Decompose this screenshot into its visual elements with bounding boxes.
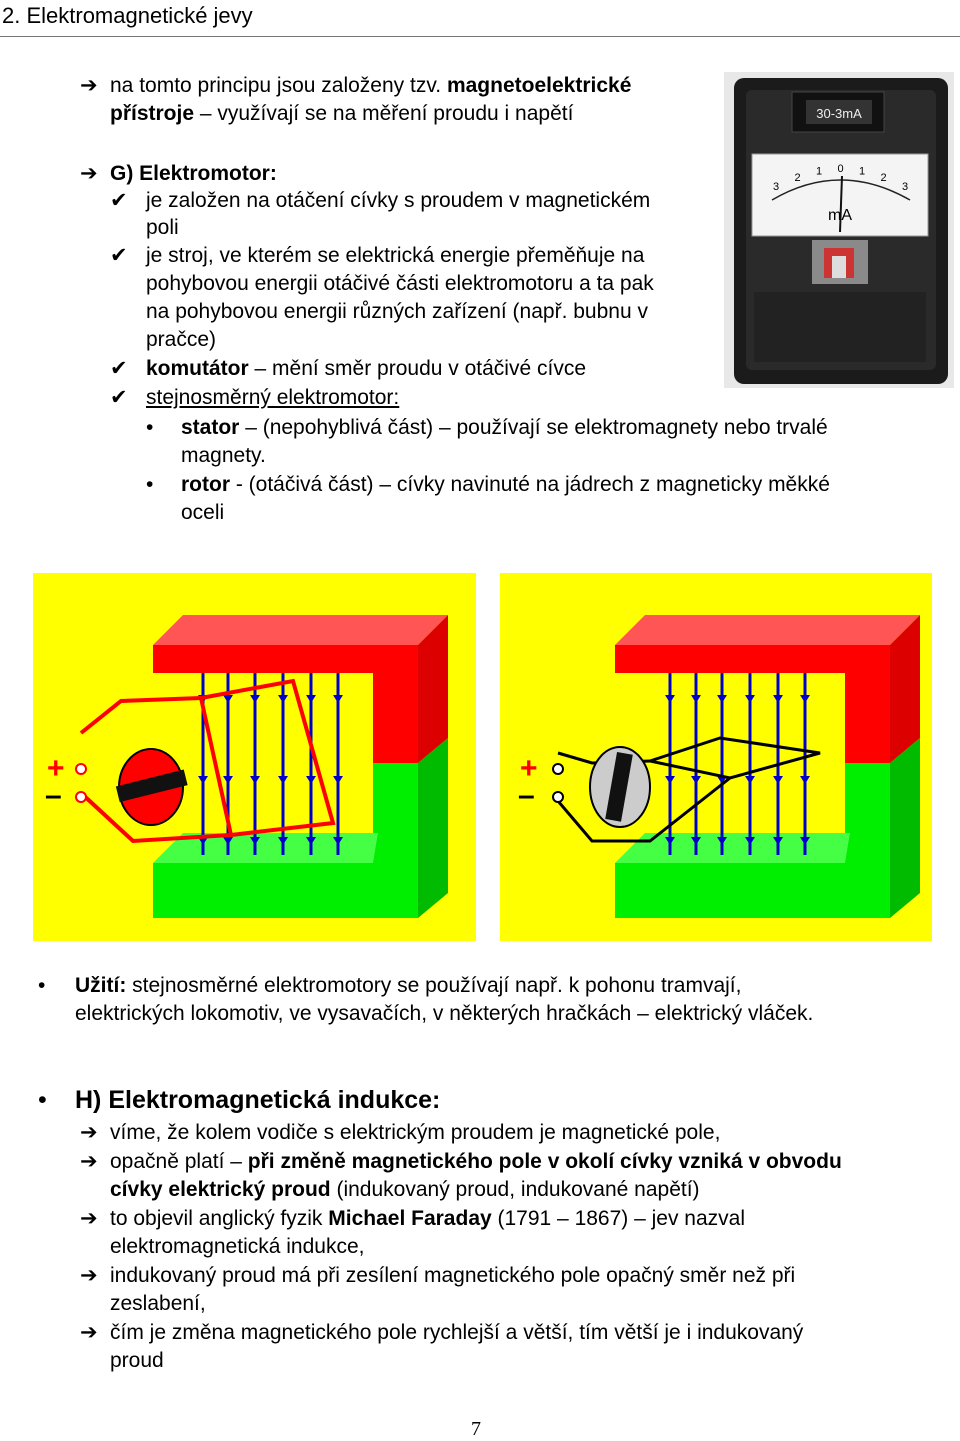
h-point-4: indukovaný proud má při zesílení magnetického pole opačný směr než při	[110, 1264, 796, 1287]
motor-diagram-1	[33, 573, 476, 941]
arrow-icon: ➔	[80, 1207, 98, 1230]
plus-sign: +	[520, 752, 538, 785]
minus-sign: –	[45, 779, 62, 812]
meter-scale-label: 2	[794, 172, 801, 184]
page-number: 7	[471, 1418, 481, 1440]
g-item-2-cont: pračce)	[146, 328, 217, 351]
meter-scale-label: 3	[772, 181, 780, 193]
meter-scale-label: 1	[858, 165, 866, 178]
bullet-icon: •	[146, 473, 154, 496]
arrow-icon: ➔	[80, 1150, 98, 1173]
g-sub-1-cont: magnety.	[181, 444, 266, 467]
usage-line-1: Užití: stejnosměrné elektromotory se používají např. k pohonu tramvají,	[75, 974, 742, 997]
usage-line-2: elektrických lokomotiv, ve vysavačích, v některých hračkách – elektrický vláček.	[75, 1002, 814, 1025]
g-item-1-cont: poli	[146, 216, 179, 239]
h-point-4-cont: zeslabení,	[110, 1292, 206, 1315]
g-item-2: je stroj, ve kterém se elektrická energie přeměňuje na	[146, 244, 645, 267]
g-item-2-cont: pohybovou energii otáčivé části elektromotoru a ta pak	[146, 272, 654, 295]
g-item-1: je založen na otáčení cívky s proudem v magnetickém	[146, 189, 651, 212]
arrow-icon: ➔	[80, 74, 98, 97]
arrow-icon: ➔	[80, 1264, 98, 1287]
h-point-5-cont: proud	[110, 1349, 164, 1372]
intro-line-2: přístroje – využívají se na měření proudu i napětí	[110, 102, 574, 125]
bullet-icon: •	[38, 1086, 47, 1114]
g-sub-1: stator – (nepohyblivá část) – používají se elektromagnety nebo trvalé	[181, 416, 828, 439]
meter-unit-label: mA	[828, 207, 852, 224]
minus-sign: –	[518, 779, 535, 812]
check-icon: ✔	[110, 386, 128, 409]
h-point-2-cont: cívky elektrický proud (indukovaný proud, indukované napětí)	[110, 1178, 700, 1201]
plus-sign: +	[47, 752, 65, 785]
g-item-3: komutátor – mění směr proudu v otáčivé cívce	[146, 357, 586, 380]
h-point-2: opačně platí – při změně magnetického pole v okolí cívky vzniká v obvodu	[110, 1150, 842, 1173]
bullet-icon: •	[38, 974, 46, 997]
intro-line-1: na tomto principu jsou založeny tzv. magnetoelektrické	[110, 74, 632, 97]
meter-range-label: 30-3mA	[816, 106, 862, 121]
g-sub-2-cont: oceli	[181, 501, 225, 524]
milliammeter-photo	[724, 72, 954, 388]
check-icon: ✔	[110, 357, 128, 380]
meter-scale-label: 0	[837, 163, 844, 175]
h-point-3-cont: elektromagnetická indukce,	[110, 1235, 365, 1258]
g-item-2-cont: na pohybovou energii různých zařízení (např. bubnu v	[146, 300, 648, 323]
meter-scale-label: 2	[880, 172, 887, 184]
chapter-title: 2. Elektromagnetické jevy	[2, 3, 253, 28]
arrow-icon: ➔	[80, 1321, 98, 1344]
section-g-heading: G) Elektromotor:	[110, 162, 277, 185]
meter-scale-label: 1	[815, 165, 823, 178]
g-item-4: stejnosměrný elektromotor:	[146, 386, 400, 409]
g-sub-2: rotor - (otáčivá část) – cívky navinuté na jádrech z magneticky měkké	[181, 473, 830, 496]
arrow-icon: ➔	[80, 162, 98, 185]
h-point-1: víme, že kolem vodiče s elektrickým proudem je magnetické pole,	[110, 1121, 721, 1144]
motor-diagram-2	[500, 573, 932, 941]
check-icon: ✔	[110, 189, 128, 212]
bullet-icon: •	[146, 416, 154, 439]
h-point-3: to objevil anglický fyzik Michael Faraday (1791 – 1867) – jev nazval	[110, 1207, 746, 1230]
section-h-heading: H) Elektromagnetická indukce:	[75, 1086, 441, 1114]
arrow-icon: ➔	[80, 1121, 98, 1144]
h-point-5: čím je změna magnetického pole rychlejší a větší, tím větší je i indukovaný	[110, 1321, 804, 1344]
page-header	[0, 0, 960, 37]
meter-scale-label: 3	[901, 181, 909, 193]
check-icon: ✔	[110, 244, 128, 267]
